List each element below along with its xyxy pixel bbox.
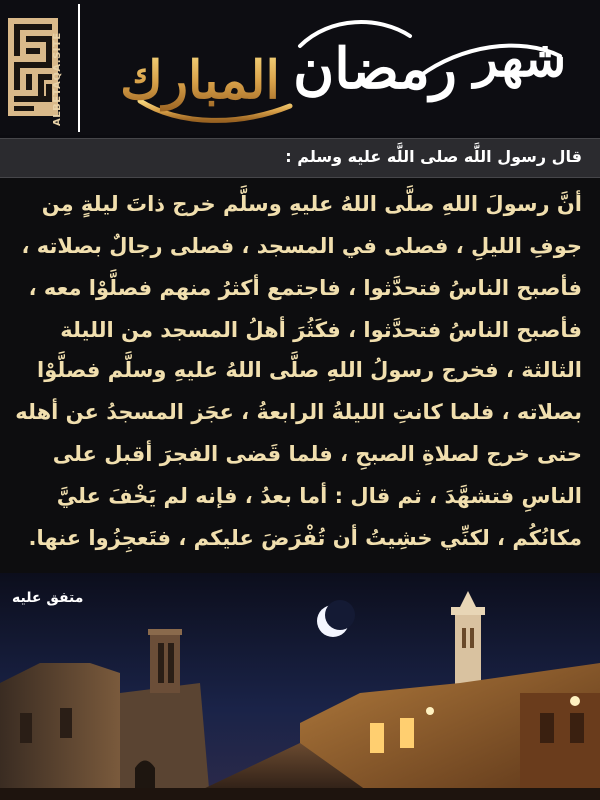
hadith-line-3: فأصبح الناسُ فتحدَّثوا ، فاجتمع أكثرُ منهم فصلَّوْا معه ، [28,276,582,300]
hadith-line-9: مكانُكُم ، لكنِّي خشِيتُ أن تُفْرَضَ عليكم ، فتَعجِزُوا عنها. [28,526,582,550]
kufic-square-logo-icon [8,18,58,116]
banner-calligraphy [120,6,590,131]
hadith-line-6: بصلاته ، فلما كانتِ الليلةُ الرابعةُ ، عجَز المسجدُ عن أهله [15,400,582,424]
hadith-line-1: أنَّ رسولَ اللهِ صلَّى اللهُ عليهِ وسلَّم خرج ذاتَ ليلةٍ مِن [41,192,582,216]
banner-word-mubarak: المبارك [120,50,280,111]
scene-illustration [0,573,600,800]
hadith-line-2: جوفِ الليلِ ، فصلى في المسجد ، فصلى رجالٌ بصلاته ، [21,234,582,258]
hadith-line-7: حتى خرج لصلاةِ الصبحِ ، فلما قَضى الفجرَ أقبل على [52,442,582,466]
hadith-intro: قال رسول اللَّه صلى اللَّه عليه وسلم : [285,147,582,166]
site-logo [8,6,80,128]
hadith-intro-bar [0,138,600,178]
logo-divider [78,4,80,132]
banner-title [120,6,590,131]
hadith-line-4: فأصبح الناسُ فتحدَّثوا ، فكَثُرَ أهلُ المسجد من الليلة [60,318,582,342]
hadith-body [0,178,600,573]
logo-site-text: ALBETAQA.SITE [52,32,63,126]
hadith-line-5: الثالثة ، فخرج رسولُ اللهِ صلَّى اللهُ عليهِ وسلَّم فصلَّوْا [37,358,582,382]
banner-word-shahr: شهر [473,29,567,88]
kufic-logo-graphic [8,18,58,116]
header [0,0,600,135]
hadith-source: متفق عليه [12,590,84,606]
night-city-scene [0,573,600,800]
banner-word-ramadan: رمضان [293,36,457,102]
hadith-line-8: الناسِ فتشهَّدَ ، ثم قال : أما بعدُ ، فإنه لم يَخْفَ عليَّ [56,484,582,508]
